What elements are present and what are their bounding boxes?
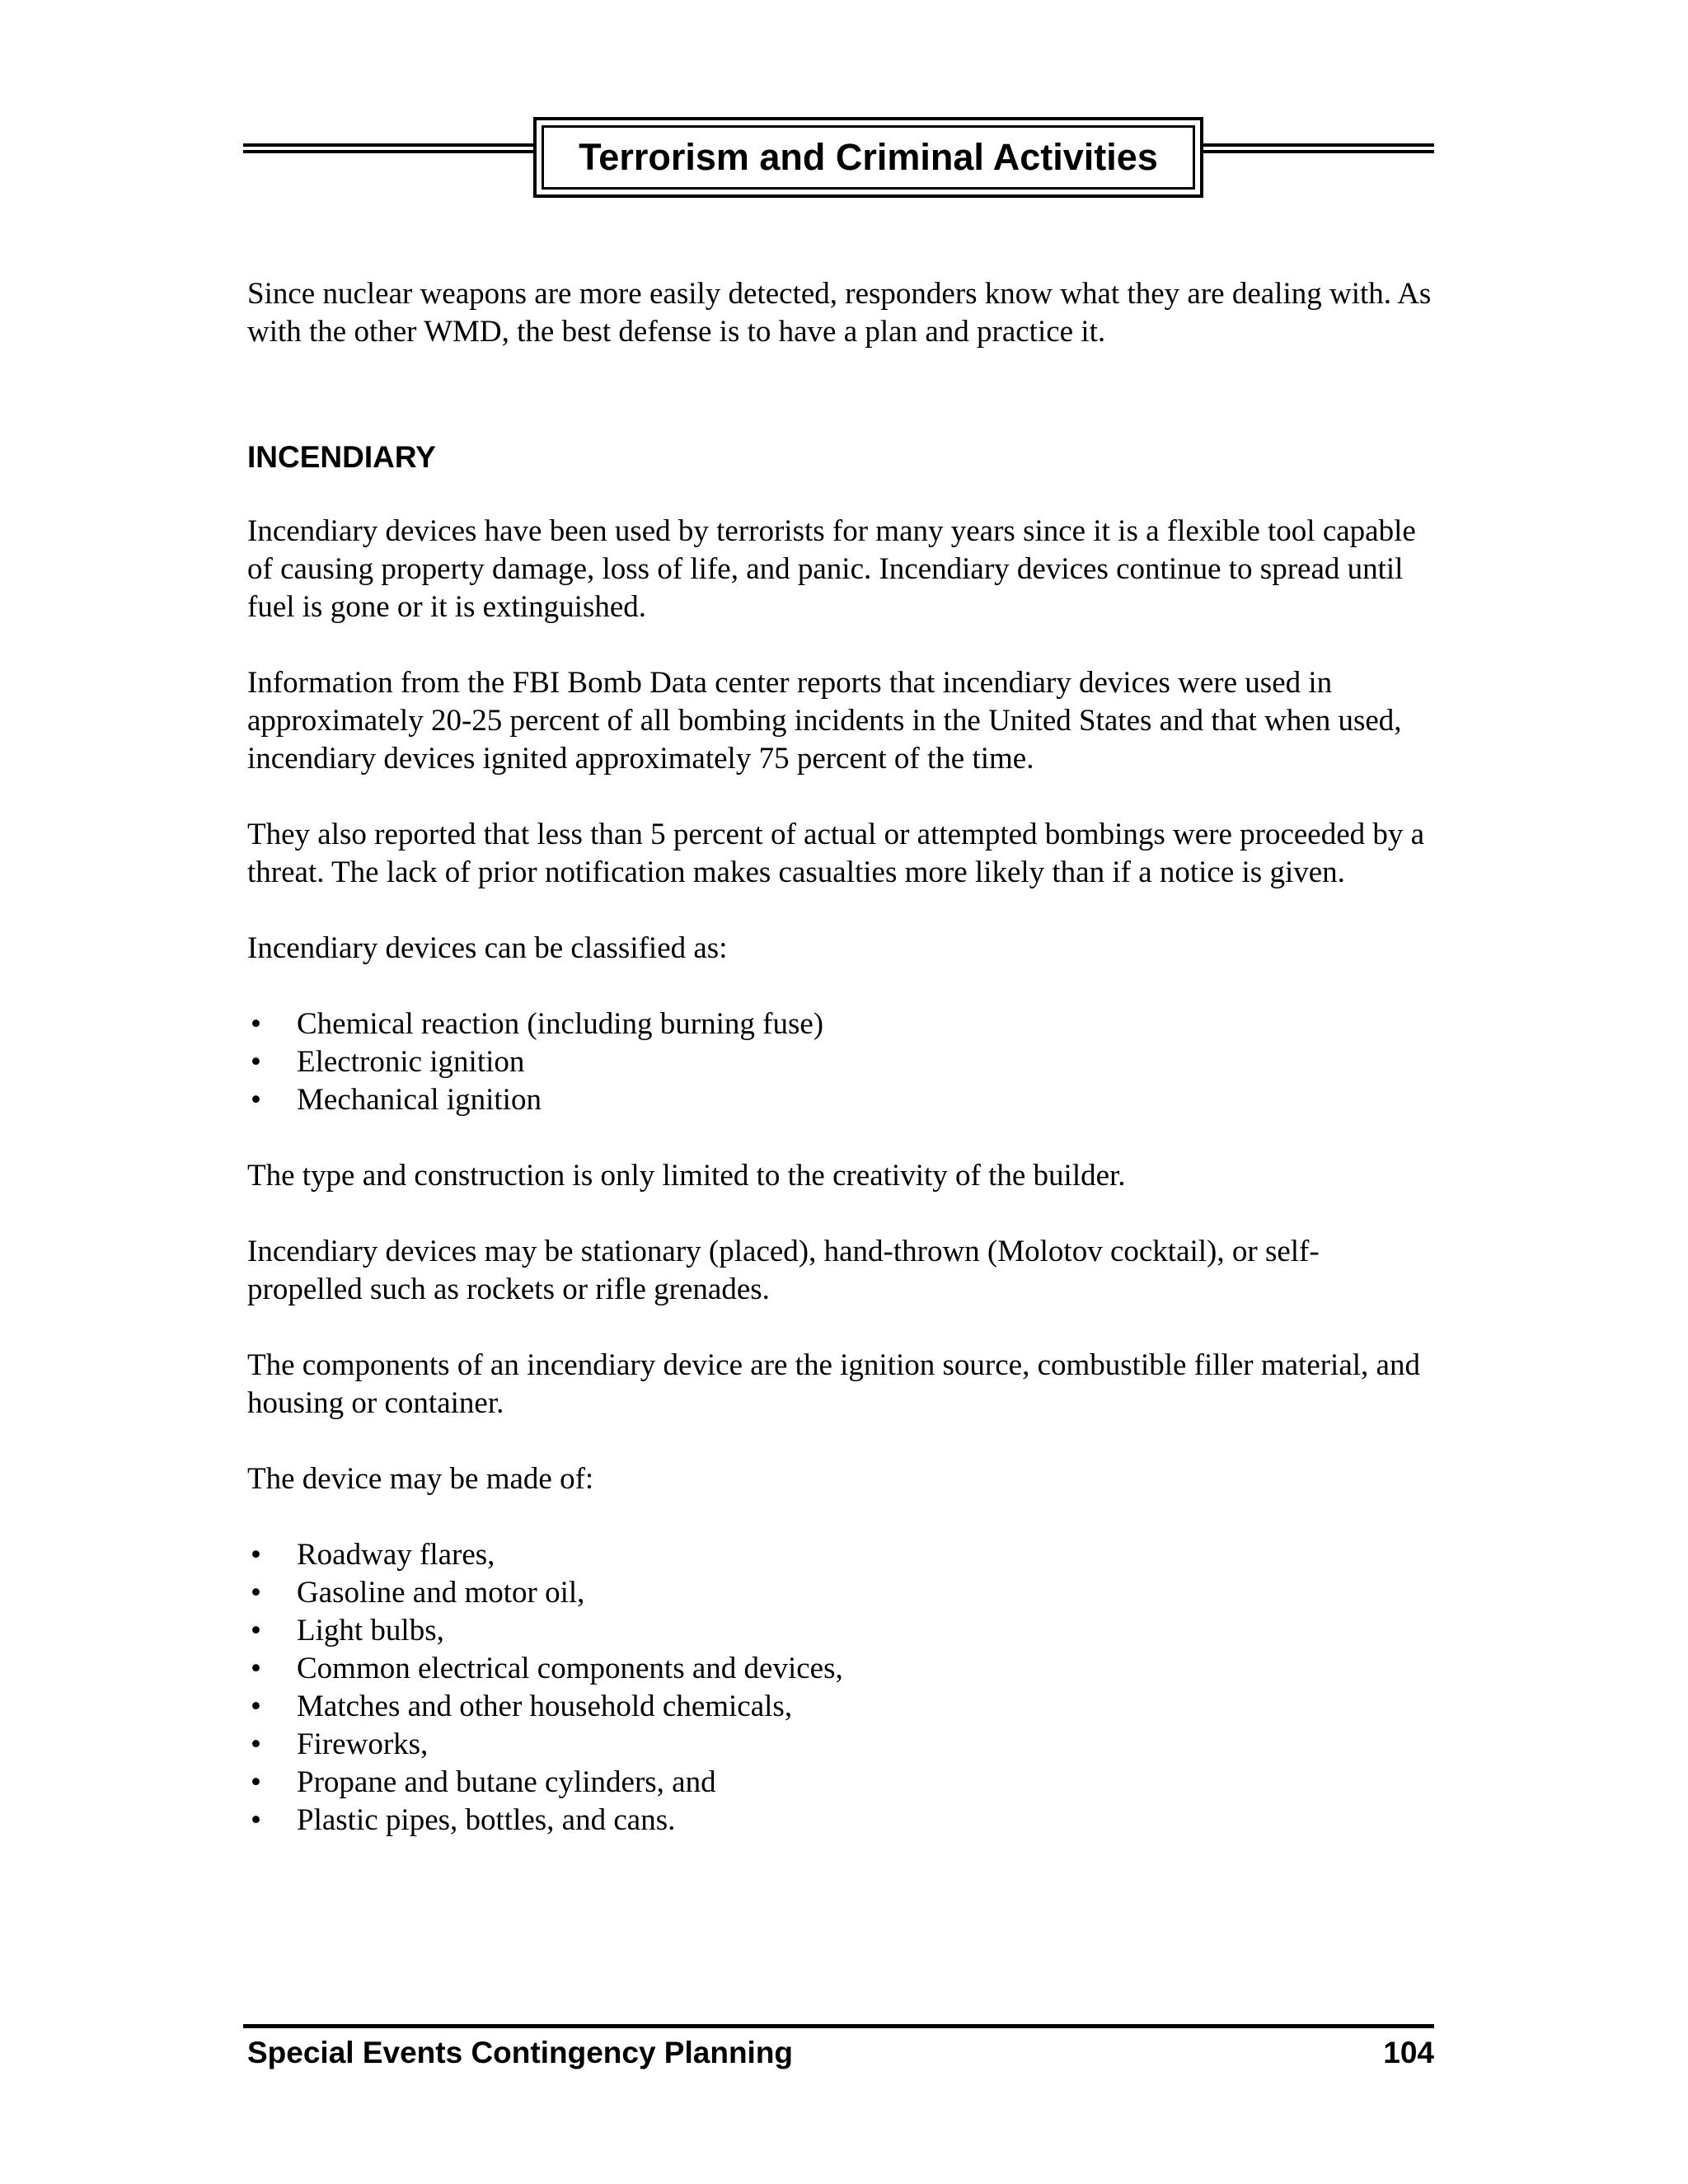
list-item-text: Matches and other household chemicals,: [297, 1690, 793, 1723]
classification-list: [247, 1005, 1434, 1119]
paragraph: Information from the FBI Bomb Data center reports that incendiary devices were used in approximately 20-25 percent of all bombing incidents in the United States and that when used, incendiary devices ignited approximately 75 percent of the time.: [247, 666, 1402, 776]
bullet-icon: •: [251, 1614, 261, 1647]
paragraph: They also reported that less than 5 percent of actual or attempted bombings were proceeded by a threat. The lack of prior notification makes casualties more likely than if a notice is given.: [247, 818, 1425, 889]
paragraph: The device may be made of:: [247, 1462, 594, 1496]
header-rule-right: [1203, 143, 1434, 153]
bullet-icon: •: [251, 1690, 261, 1723]
list-item: [247, 1612, 1434, 1650]
bullet-icon: •: [251, 1727, 261, 1761]
header-rule-left: [243, 143, 533, 153]
header-title: Terrorism and Criminal Activities: [542, 125, 1195, 190]
bullet-icon: •: [251, 1083, 261, 1117]
list-item-text: Fireworks,: [297, 1727, 429, 1761]
intro-paragraph: Since nuclear weapons are more easily detected, responders know what they are dealing with. As with the other WMD, the best defense is to have a plan and practice it.: [247, 277, 1432, 349]
bullet-icon: •: [251, 1045, 261, 1079]
list-item: [247, 1081, 1434, 1119]
list-item-text: Light bulbs,: [297, 1614, 444, 1647]
list-item-text: Electronic ignition: [297, 1045, 525, 1079]
bullet-icon: •: [251, 1803, 261, 1837]
list-item-text: Gasoline and motor oil,: [297, 1576, 585, 1610]
bullet-icon: •: [251, 1576, 261, 1610]
list-item: [247, 1688, 1434, 1726]
list-item: [247, 1764, 1434, 1802]
bullet-icon: •: [251, 1765, 261, 1799]
list-item-text: Chemical reaction (including burning fuse): [297, 1007, 824, 1041]
page-number: 104: [1383, 2036, 1434, 2069]
section-heading: INCENDIARY: [247, 440, 436, 474]
footer-rule: [243, 2024, 1434, 2028]
bullet-icon: •: [251, 1538, 261, 1572]
list-item-text: Plastic pipes, bottles, and cans.: [297, 1803, 676, 1837]
list-item: [247, 1650, 1434, 1688]
page-header: [243, 117, 1434, 198]
list-item-text: Mechanical ignition: [297, 1083, 542, 1117]
bullet-icon: •: [251, 1652, 261, 1685]
paragraph: Incendiary devices can be classified as:: [247, 931, 728, 965]
paragraph: Incendiary devices may be stationary (placed), hand-thrown (Molotov cocktail), or self-propelled such as rockets or rifle grenades.: [247, 1235, 1320, 1306]
list-item: [247, 1536, 1434, 1574]
footer-title: Special Events Contingency Planning: [247, 2036, 794, 2069]
header-title-box: [533, 117, 1203, 198]
list-item-text: Propane and butane cylinders, and: [297, 1765, 716, 1799]
list-item: [247, 1043, 1434, 1081]
list-item: [247, 1726, 1434, 1764]
page-footer: [247, 2034, 1434, 2072]
list-item: [247, 1005, 1434, 1043]
paragraph: The type and construction is only limited to the creativity of the builder.: [247, 1159, 1126, 1193]
paragraph: The components of an incendiary device are the ignition source, combustible filler material, and housing or container.: [247, 1348, 1420, 1420]
list-item-text: Common electrical components and devices,: [297, 1652, 843, 1685]
list-item-text: Roadway flares,: [297, 1538, 495, 1572]
materials-list: [247, 1536, 1434, 1840]
paragraph: Incendiary devices have been used by terrorists for many years since it is a flexible tool capable of causing property damage, loss of life, and panic. Incendiary devices continue to spread until fuel is gone or it is extinguished.: [247, 514, 1416, 624]
bullet-icon: •: [251, 1007, 261, 1041]
list-item: [247, 1574, 1434, 1612]
page-body: [247, 275, 1434, 1877]
list-item: [247, 1802, 1434, 1840]
